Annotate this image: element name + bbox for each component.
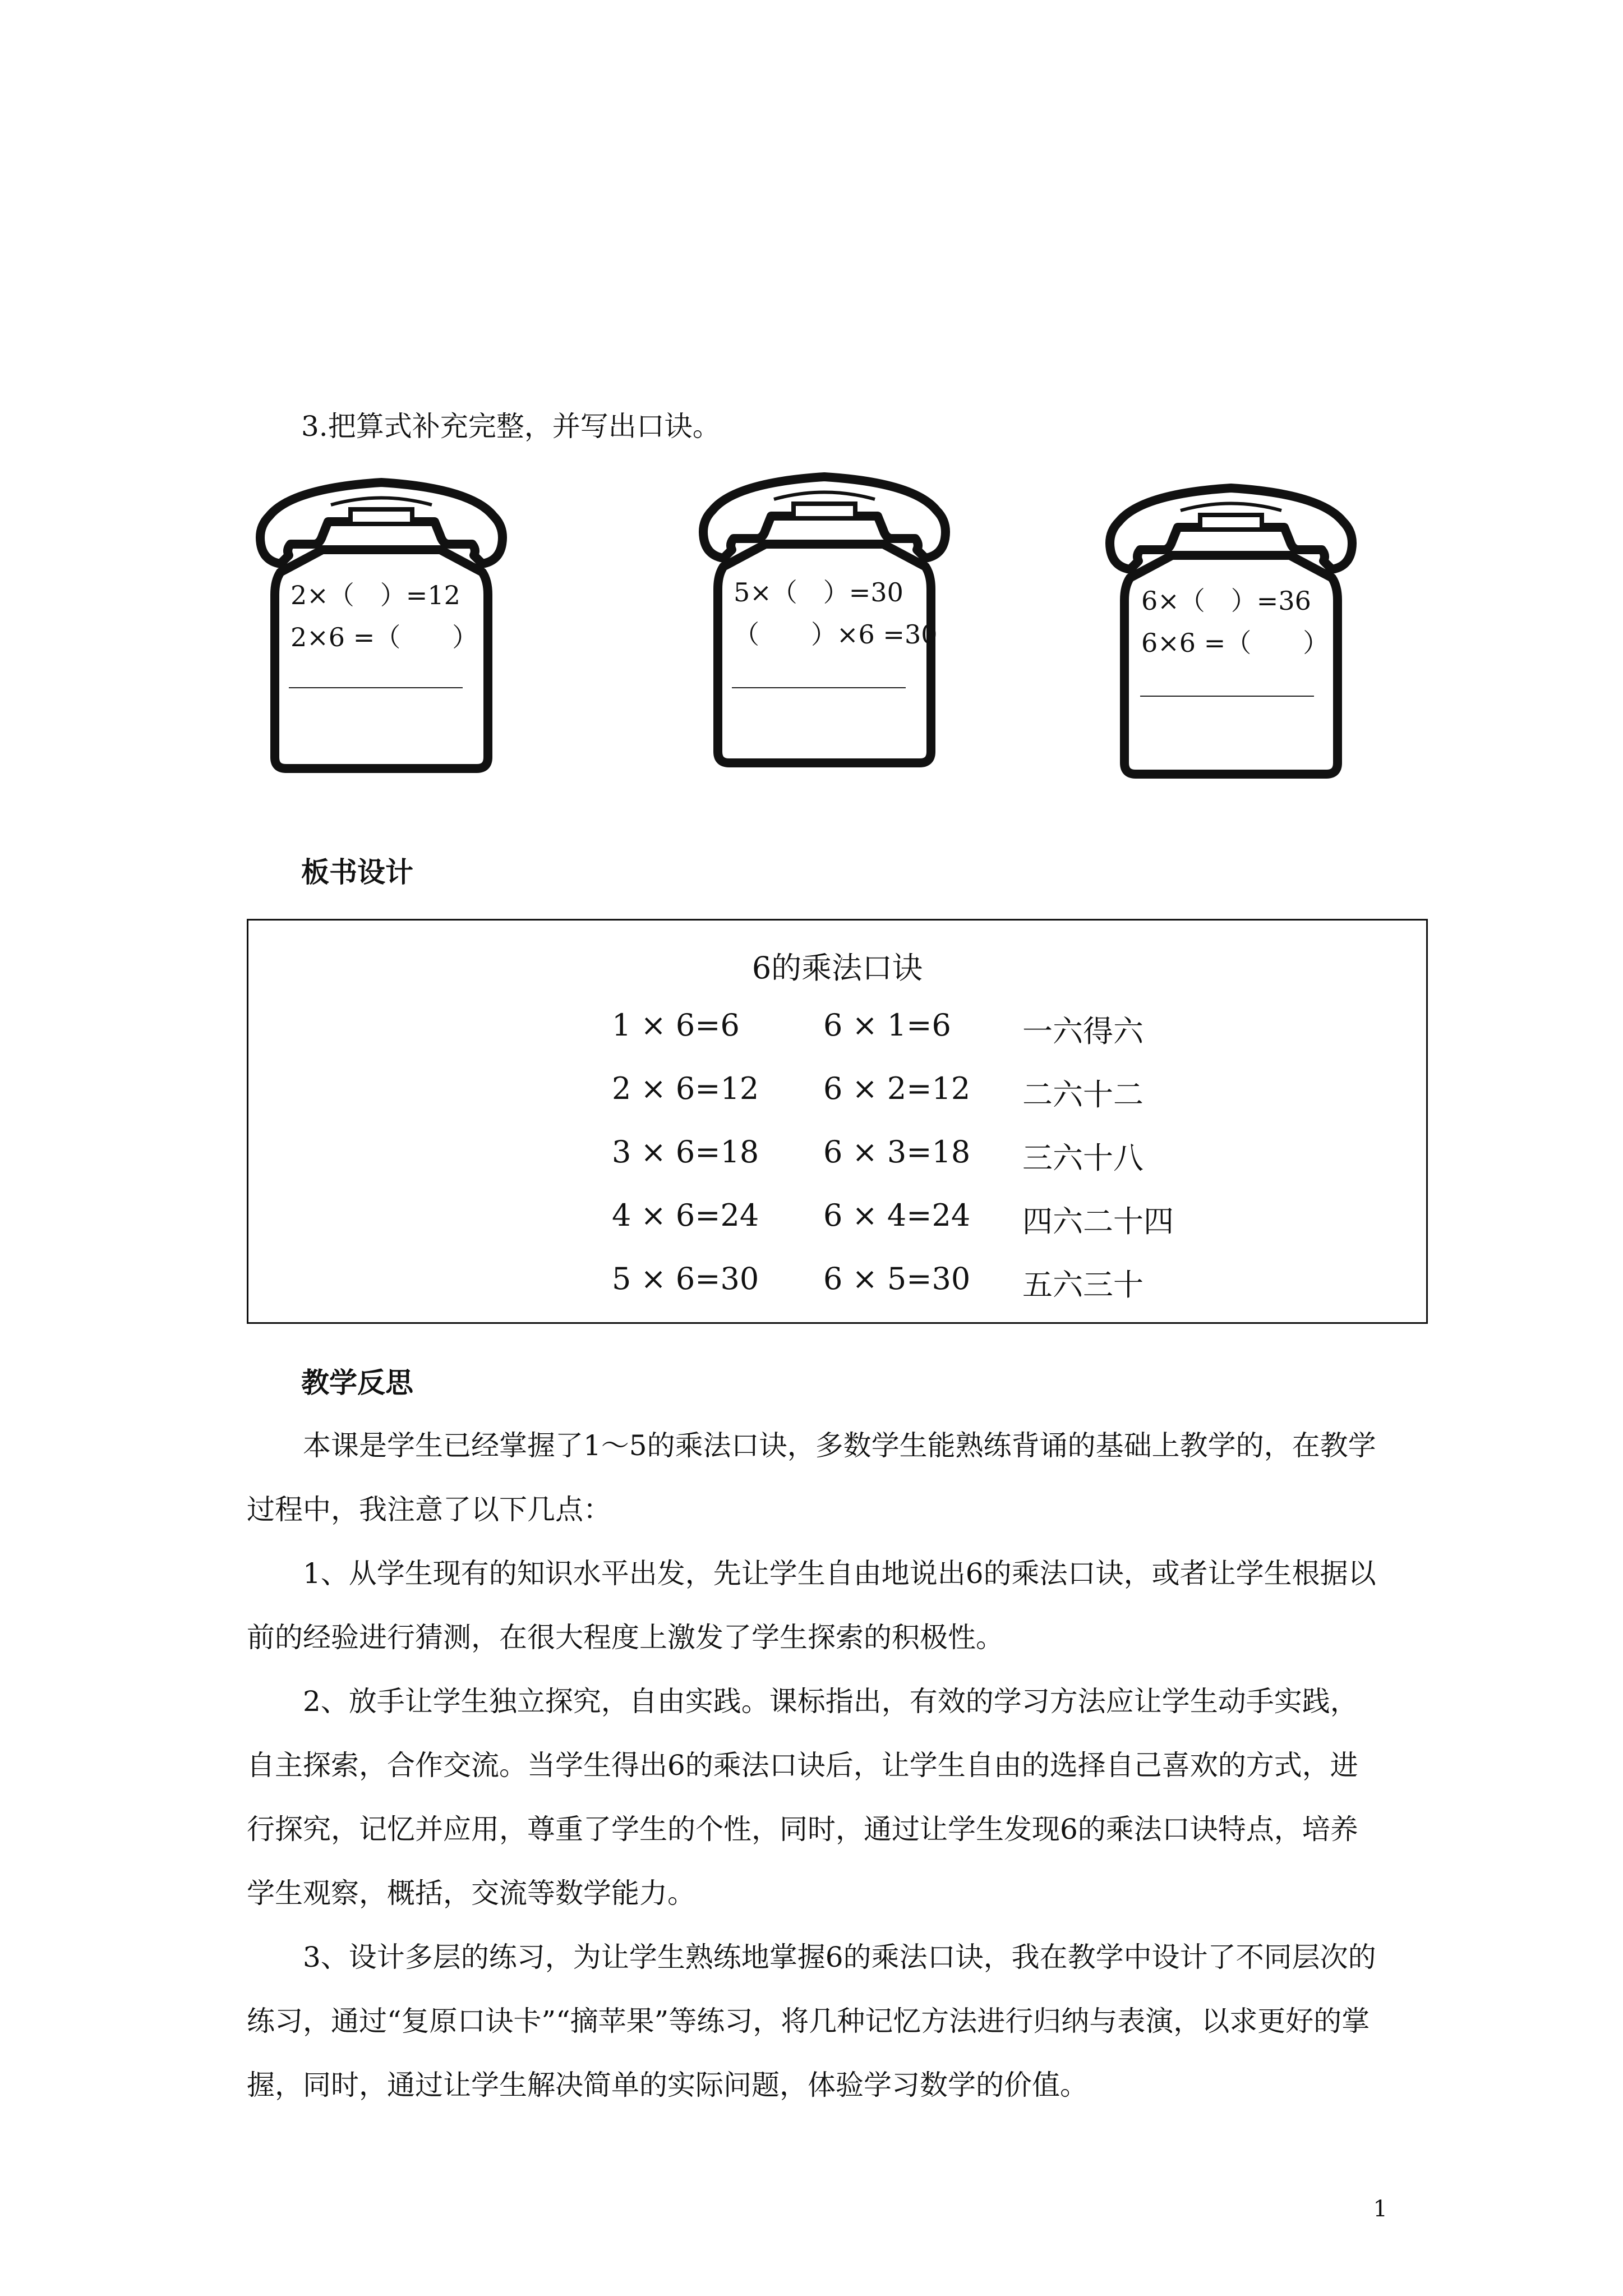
formula-cell: 6 × 2=12	[823, 1071, 971, 1106]
equation-2: 2×6 =（ ）	[291, 622, 478, 652]
rhyme-cell: 二六十二	[1022, 1077, 1144, 1112]
rhyme-cell: 一六得六	[1022, 1014, 1144, 1049]
blackboard-design-box	[247, 919, 1428, 1324]
formula-cell: 5 × 6=30	[612, 1261, 759, 1296]
paragraph: 2、放手让学生独立探究，自由实践。课标指出，有效的学习方法应让学生动手实践，自主探索，合作交流。当学生得出6的乘法口诀后，让学生自由的选择自己喜欢的方式，进行探究，记忆并应用，尊重了学生的个性，同时，通过让学生发现6的乘法口诀特点，培养学生观察，概括，交流等数学能力。	[247, 1685, 1358, 1910]
paragraph: 1、从学生现有的知识水平出发，先让学生自由地说出6的乘法口诀，或者让学生根据以前的经验进行猜测，在很大程度上激发了学生探索的积极性。	[247, 1557, 1376, 1654]
answer-line	[732, 687, 906, 688]
page-number: 1	[1373, 2196, 1387, 2222]
answer-line	[289, 687, 463, 688]
equation-2: 6×6 =（ ）	[1141, 628, 1329, 658]
formula-cell: 6 × 3=18	[823, 1134, 971, 1170]
equation-1: 2×（ ）=12	[291, 580, 460, 610]
equation-1: 5×（ ）=30	[734, 577, 903, 608]
formula-cell: 4 × 6=24	[612, 1198, 759, 1233]
paragraph: 3、设计多层的练习，为让学生熟练地掌握6的乘法口诀，我在教学中设计了不同层次的练习，通过“复原口诀卡”“摘苹果”等练习，将几种记忆方法进行归纳与表演，以求更好的掌握，同时，通过让学生解决简单的实际问题，体验学习数学的价值。	[247, 1941, 1376, 2101]
phone-card	[1096, 471, 1366, 785]
rhyme-cell: 五六三十	[1022, 1267, 1144, 1303]
rhyme-cell: 三六十八	[1022, 1140, 1144, 1176]
rhyme-cell: 四六二十四	[1022, 1204, 1174, 1239]
phone-card	[247, 466, 516, 780]
formula-cell: 1 × 6=6	[612, 1007, 740, 1043]
phone-card	[690, 460, 959, 774]
formula-cell: 6 × 1=6	[823, 1007, 951, 1043]
equation-2: （ ）×6 =30	[734, 619, 938, 650]
board-heading: 板书设计	[301, 855, 413, 889]
equation-1: 6×（ ）=36	[1141, 586, 1311, 616]
formula-cell: 3 × 6=18	[612, 1134, 759, 1170]
formula-cell: 2 × 6=12	[612, 1071, 759, 1106]
paragraph: 本课是学生已经掌握了1～5的乘法口诀，多数学生能熟练背诵的基础上教学的，在教学过程中，我注意了以下几点：	[247, 1429, 1376, 1526]
formula-cell: 6 × 5=30	[823, 1261, 971, 1296]
board-title: 6的乘法口诀	[751, 950, 923, 986]
exercise-title: 3.把算式补充完整，并写出口诀。	[301, 410, 721, 443]
reflection-body	[247, 1414, 1380, 2117]
formula-cell: 6 × 4=24	[823, 1198, 971, 1233]
reflection-heading: 教学反思	[301, 1366, 413, 1399]
answer-line	[1140, 696, 1314, 697]
